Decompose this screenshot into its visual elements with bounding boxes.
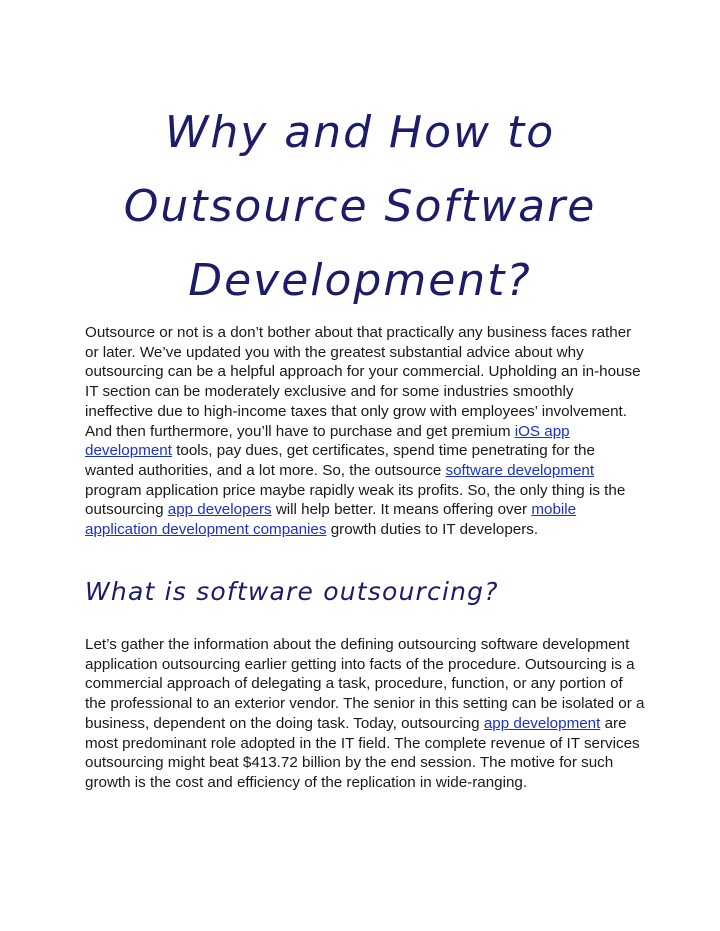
section-text-1: Let’s gather the information about the defining outsourcing software development application outsourcing earlier getting into facts of the procedure. Outsourcing is a commercial approach of delegating a task, procedure, function, or any portion of the professional to an exterior vendor. The senior in this setting can be isolated or a business, dependent on the doing task. Today, outsourcing (85, 636, 645, 732)
intro-text-2: tools, pay dues, get certificates, spend time penetrating for the wanted authorities, and a lot more. So, the outsource (85, 442, 595, 479)
intro-text-5: growth duties to IT developers. (326, 521, 539, 539)
intro-text-4: will help better. It means offering over (271, 501, 532, 519)
section-paragraph (85, 635, 645, 793)
title-line-1: Why and How to (164, 107, 556, 158)
intro-paragraph (85, 323, 645, 540)
intro-text-3: program application price maybe rapidly weak its profits. So, the only thing is the outsourcing (85, 481, 626, 519)
section-heading: What is software outsourcing? (85, 577, 499, 606)
app-development-link[interactable]: app development (483, 714, 601, 732)
title-line-2: Outsource Software (123, 181, 597, 232)
mobile-application-development-companies-link[interactable]: mobile application development companies (85, 501, 577, 539)
software-development-link[interactable]: software development (445, 461, 595, 479)
app-developers-link[interactable]: app developers (167, 501, 272, 519)
intro-text-1: Outsource or not is a don’t bother about that practically any business faces rather or later. We’ve updated you with the greatest substantial advice about why outsourcing can be a helpful approach for your commercial. Upholding an in-house IT section can be moderately exclusive and for some industries smoothly ineffective due to high-income taxes that only grow with employees’ involvement. And then furthermore, you’ll have to purchase and get premium (85, 324, 641, 440)
section-text-2: are most predominant role adopted in the IT field. The complete revenue of IT services outsourcing might beat $413.72 billion by the end session. The motive for such growth is the cost and efficiency of the replication in wide-ranging. (85, 714, 640, 791)
page-title (60, 96, 660, 318)
title-line-3: Development? (188, 255, 532, 306)
ios-app-development-link[interactable]: iOS app development (85, 422, 570, 460)
